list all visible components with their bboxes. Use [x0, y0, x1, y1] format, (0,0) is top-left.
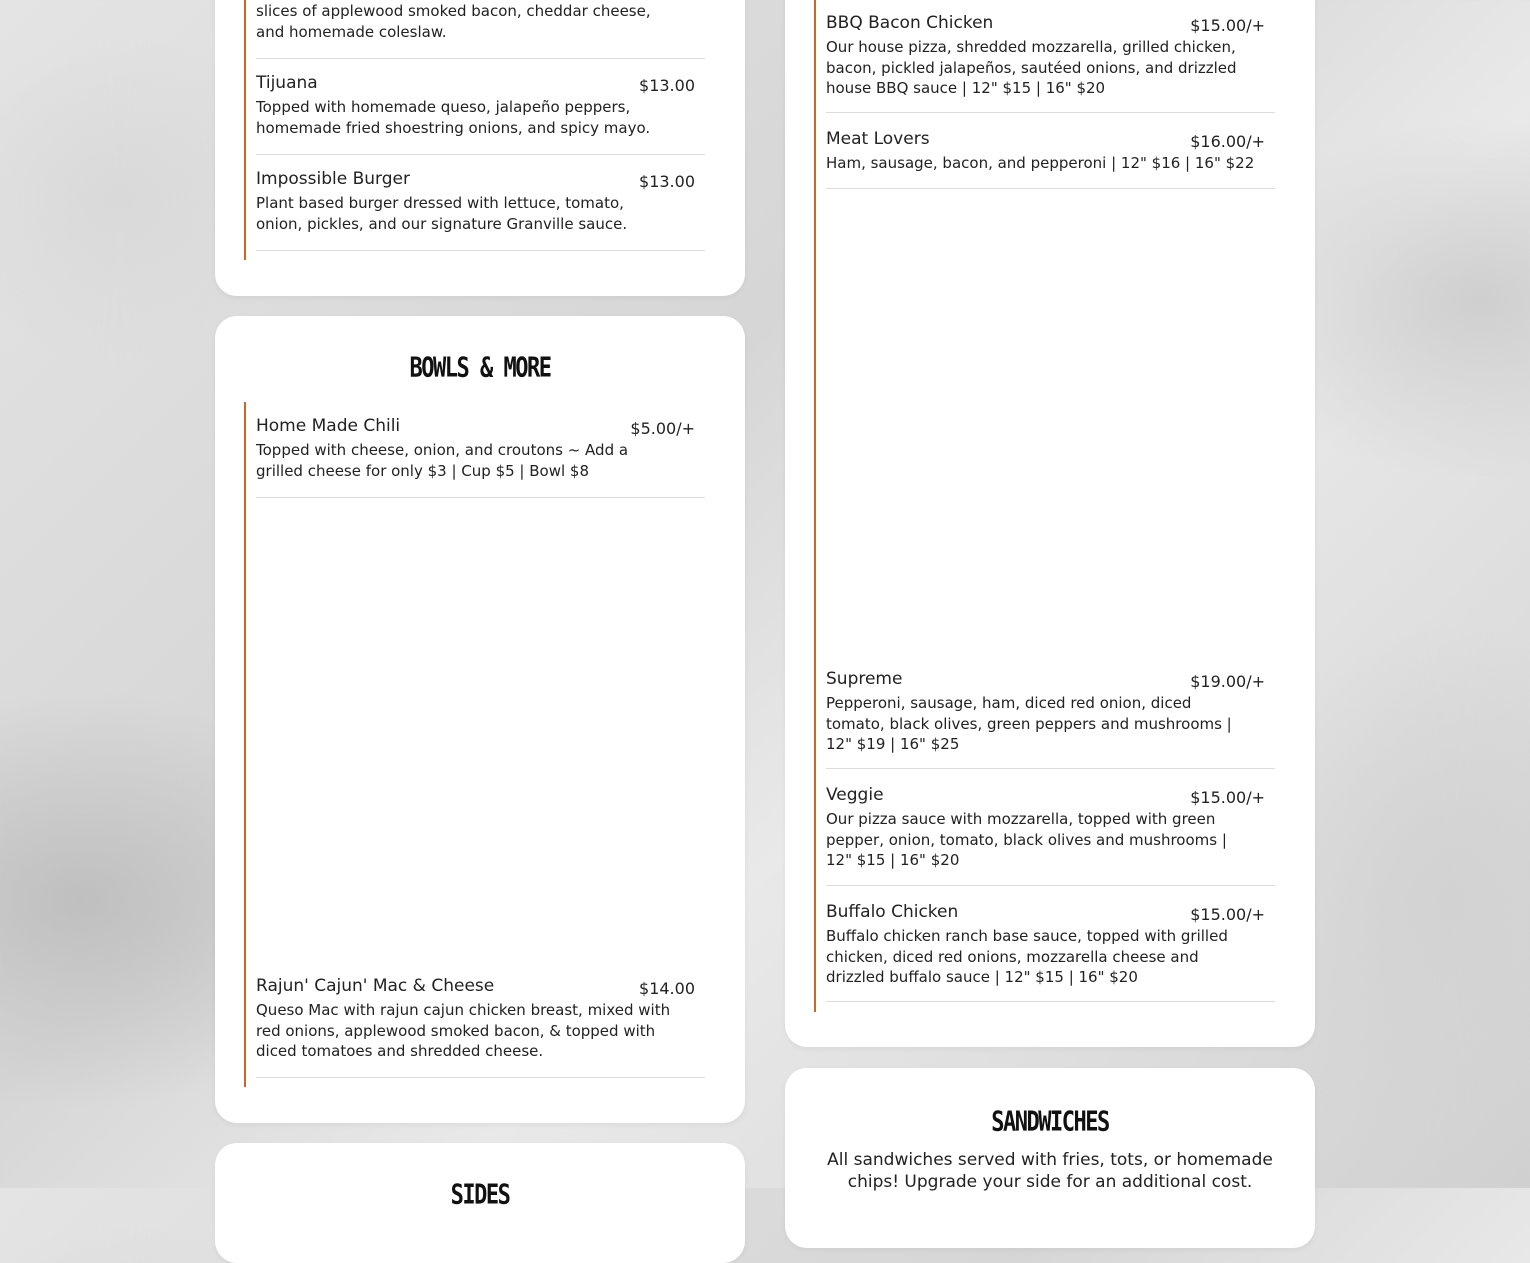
menu-item-description: Plant based burger dressed with lettuce, tomato, onion, pickles, and our signature Granville sauce. [256, 194, 628, 233]
bowls-more-card [215, 316, 745, 1123]
menu-item-name: Meat Lovers [826, 129, 930, 149]
sides-card [215, 1143, 745, 1263]
menu-item-description: Queso Mac with rajun cajun chicken breast, mixed with red onions, applewood smoked bacon, & topped with diced tomatoes and shredded cheese. [256, 1001, 671, 1060]
menu-item-partial[interactable] [256, 0, 705, 59]
menu-item-description: Topped with homemade queso, jalapeño peppers, homemade fried shoestring onions, and spicy mayo. [256, 98, 651, 137]
section-title-bowls: BOWLS & MORE [409, 352, 551, 385]
menu-item-price: $15.00/+ [1190, 788, 1265, 807]
menu-item-description: slices of applewood smoked bacon, cheddar cheese, and homemade coleslaw. [256, 2, 651, 41]
menu-item-impossible-burger[interactable] [256, 169, 705, 251]
menu-item-name: Buffalo Chicken [826, 902, 959, 922]
menu-item-supreme[interactable] [826, 669, 1275, 769]
menu-item-veggie[interactable] [826, 785, 1275, 886]
menu-item-description: Buffalo chicken ranch base sauce, topped with grilled chicken, diced red onions, mozzarella cheese and drizzled buffalo sauce | 12" $15 | 16" $20 [826, 927, 1228, 986]
section-title-sides: SIDES [450, 1179, 510, 1212]
menu-item-price: $19.00/+ [1190, 672, 1265, 691]
menu-item-home-made-chili[interactable] [256, 416, 705, 498]
menu-item-name: BBQ Bacon Chicken [826, 13, 994, 33]
menu-item-description: Our house pizza, shredded mozzarella, grilled chicken, bacon, pickled jalapeños, sautéed onions, and drizzled house BBQ sauce | 12" $15 | 16" $20 [826, 38, 1237, 97]
menu-item-meat-lovers[interactable] [826, 129, 1275, 189]
menu-item-name: Tijuana [256, 73, 318, 93]
menu-item-price: $13.00 [639, 172, 695, 191]
menu-item-price: $5.00/+ [630, 419, 695, 438]
menu-item-price: $15.00/+ [1190, 905, 1265, 924]
menu-item-rajun-cajun-mac[interactable] [256, 976, 705, 1078]
bowls-accent-line [244, 402, 246, 1087]
menu-item-buffalo-chicken[interactable] [826, 902, 1275, 1002]
section-subtitle-sandwiches: All sandwiches served with fries, tots, or homemade chips! Upgrade your side for an additional cost. [827, 1150, 1273, 1192]
pizza-accent-line [814, 0, 816, 1012]
menu-item-name: Home Made Chili [256, 416, 401, 436]
menu-item-name: Supreme [826, 669, 903, 689]
menu-item-description: Topped with cheese, onion, and croutons ~ Add a grilled cheese for only $3 | Cup $5 | Bowl $8 [256, 441, 629, 480]
menu-item-name: Rajun' Cajun' Mac & Cheese [256, 976, 495, 996]
menu-item-price: $14.00 [639, 979, 695, 998]
sandwiches-card [785, 1068, 1315, 1248]
menu-item-price: $13.00 [639, 76, 695, 95]
pizza-card [785, 0, 1315, 1047]
burgers-accent-line [244, 0, 246, 260]
menu-item-description: Pepperoni, sausage, ham, diced red onion, diced tomato, black olives, green peppers and mushrooms | 12" $19 | 16" $25 [826, 694, 1232, 753]
section-title-sandwiches: SANDWICHES [991, 1106, 1109, 1139]
menu-item-tijuana[interactable] [256, 73, 705, 155]
menu-item-description: Ham, sausage, bacon, and pepperoni | 12" $16 | 16" $22 [826, 154, 1255, 172]
burgers-card [215, 0, 745, 296]
menu-item-price: $16.00/+ [1190, 132, 1265, 151]
menu-item-name: Veggie [826, 785, 884, 805]
menu-item-price: $15.00/+ [1190, 16, 1265, 35]
menu-item-bbq-bacon-chicken[interactable] [826, 13, 1275, 113]
menu-item-name: Impossible Burger [256, 169, 410, 189]
menu-item-description: Our pizza sauce with mozzarella, topped with green pepper, onion, tomato, black olives and mushrooms | 12" $15 | 16" $20 [826, 810, 1227, 869]
